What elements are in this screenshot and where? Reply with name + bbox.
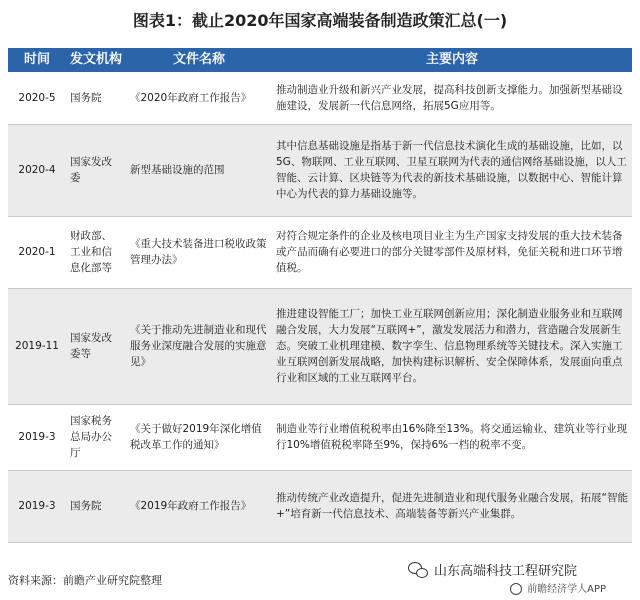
header-content: 主要内容: [272, 48, 632, 72]
cell-org: 国家税务总局办公厅: [66, 404, 126, 470]
cell-content: 制造业等行业增值税税率由16%降至13%。将交通运输业、建筑业等行业现行10%增值税税率降至9%，保持6%一档的税率不变。: [272, 404, 632, 470]
cell-content: 其中信息基础设施是指基于新一代信息技术演化生成的基础设施，比如，以5G、物联网、工业互联网、卫星互联网为代表的通信网络基础设施，以人工智能、云计算、区块链等为代表的新技术基础设施，以数据中心、智能计算中心为代表的算力基础设施等。: [272, 124, 632, 216]
qianzhan-logo-icon: [510, 583, 522, 595]
brand-watermark: [408, 560, 577, 579]
policy-table: [8, 48, 632, 543]
brand-sub: [510, 580, 606, 595]
table-header-row: [8, 48, 632, 72]
cell-doc: 《2019年政府工作报告》: [126, 470, 272, 542]
table-row: [8, 404, 632, 470]
chart-title: 图表1：截止2020年国家高端装备制造政策汇总(一): [132, 11, 508, 30]
header-org: 发文机构: [66, 48, 126, 72]
cell-time: 2019-3: [8, 470, 66, 542]
cell-time: 2020-1: [8, 216, 66, 288]
cell-time: 2019-3: [8, 404, 66, 470]
header-time: 时间: [8, 48, 66, 72]
table-row: [8, 72, 632, 124]
brand-sub-label: 前瞻经济学人APP: [527, 584, 607, 595]
table-row: [8, 288, 632, 404]
cell-org: 国务院: [66, 470, 126, 542]
header-doc: 文件名称: [126, 48, 272, 72]
source-note: 资料来源：前瞻产业研究院整理: [8, 574, 162, 587]
table-row: [8, 124, 632, 216]
cell-content: 推动传统产业改造提升，促进先进制造业和现代服务业融合发展，拓展“智能+”培育新一代信息技术、高端装备等新兴产业集群。: [272, 470, 632, 542]
wechat-icon: [408, 562, 430, 578]
cell-doc: 《重大技术装备进口税收政策管理办法》: [126, 216, 272, 288]
cell-doc: 《关于推动先进制造业和现代服务业深度融合发展的实施意见》: [126, 288, 272, 404]
cell-time: 2019-11: [8, 288, 66, 404]
brand-name: 山东高端科技工程研究院: [434, 564, 578, 579]
cell-org: 财政部、工业和信息化部等: [66, 216, 126, 288]
cell-org: 国家发改委等: [66, 288, 126, 404]
cell-org: 国务院: [66, 72, 126, 124]
cell-org: 国家发改委: [66, 124, 126, 216]
cell-time: 2020-5: [8, 72, 66, 124]
cell-doc: 新型基础设施的范围: [126, 124, 272, 216]
cell-content: 推动制造业升级和新兴产业发展，提高科技创新支撑能力。加强新型基础设施建设，发展新一代信息网络，拓展5G应用等。: [272, 72, 632, 124]
cell-content: 对符合规定条件的企业及核电项目业主为生产国家支持发展的重大技术装备或产品而确有必要进口的部分关键零部件及原材料，免征关税和进口环节增值税。: [272, 216, 632, 288]
cell-content: 推进建设智能工厂；加快工业互联网创新应用；深化制造业服务业和互联网融合发展，大力发展“互联网+”，激发发展活力和潜力，营造融合发展新生态。突破工业机理建模、数字孪生、信息物理系统等关键技术。深入实施工业互联网创新发展战略，加快构建标识解析、安全保障体系，发展面向重点行业和区域的工业互联网平台。: [272, 288, 632, 404]
cell-doc: 《2020年政府工作报告》: [126, 72, 272, 124]
table-row: [8, 216, 632, 288]
cell-doc: 《关于做好2019年深化增值税改革工作的通知》: [126, 404, 272, 470]
table-row: [8, 470, 632, 542]
cell-time: 2020-4: [8, 124, 66, 216]
